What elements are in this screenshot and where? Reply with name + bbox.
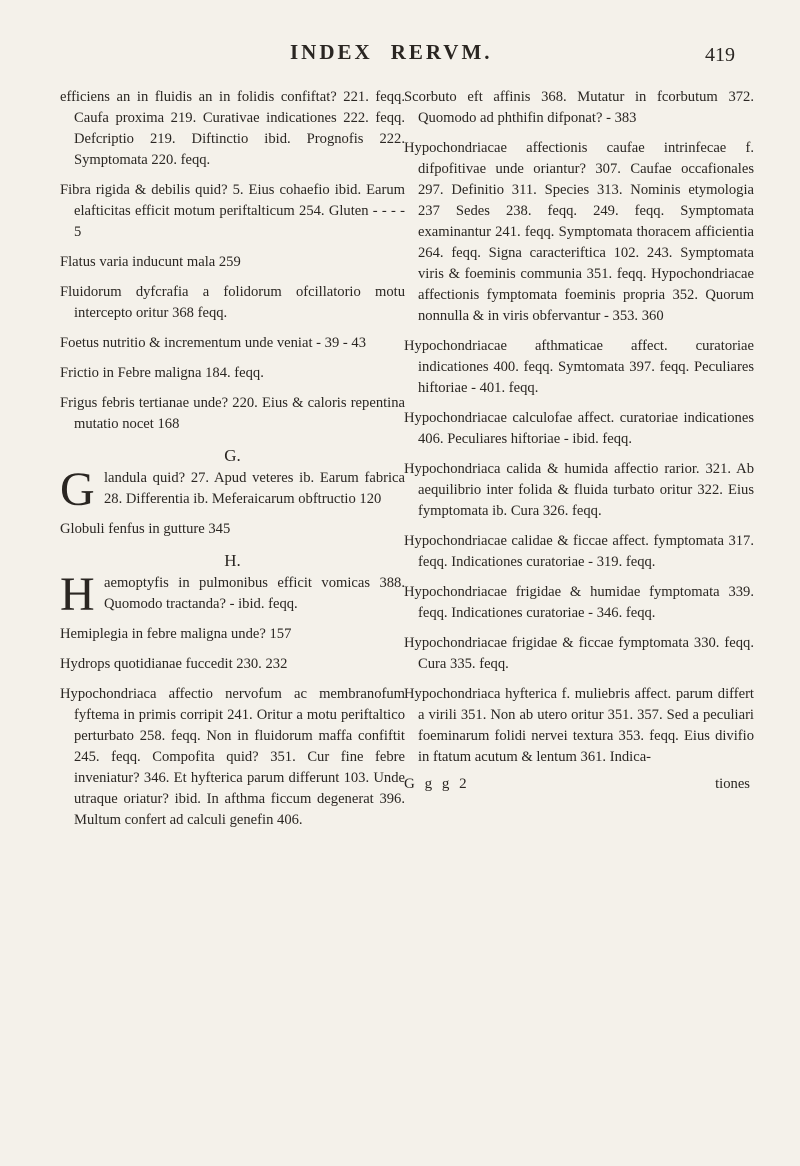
index-entry: Hypochondriacae frigidae & ficcae fymptomata 330. feqq. Cura 335. feqq. xyxy=(404,635,754,672)
index-entry: Hypochondriacae calculofae affect. curatoriae indicationes 406. Peculiares hiftoriae - ibid. feqq. xyxy=(404,410,754,447)
index-entry-text: landula quid? 27. Apud veteres ib. Earum fabrica 28. Differentia ib. Meferaicarum obftructio 120 xyxy=(104,470,405,507)
index-entry: Hydrops quotidianae fuccedit 230. 232 xyxy=(60,656,288,672)
running-title-index: INDEX xyxy=(290,40,373,64)
left-column xyxy=(60,87,405,840)
index-entry xyxy=(60,463,405,516)
index-entry: Hypochondriaca affectio nervofum ac membranofum fyftema in primis corripit 241. Oritur a motu periftaltico perturbato 258. feqq. Non in fluidorum maffa confiftit 245. feqq. Compofita quid? 351. Cur fine febre inveniatur? 346. Et hyfterica parum differunt 103. Unde utraque oriatur? ibid. In afthma ficcum degenerat 396. Multum confert ad calculi genefin 406. xyxy=(60,686,405,828)
section-letter-g: G. xyxy=(224,446,241,465)
index-entry: Hypochondriacae afthmaticae affect. curatoriae indicationes 400. feqq. Symtomata 397. feqq. Peculiares hiftoriae - 401. feqq. xyxy=(404,338,754,396)
section-letter-h: H. xyxy=(224,551,241,570)
running-head xyxy=(0,40,800,80)
index-entry: Hypochondriacae calidae & ficcae affect. fymptomata 317. feqq. Indicationes curatoriae - 319. feqq. xyxy=(404,533,754,570)
index-entry: Scorbuto eft affinis 368. Mutatur in fcorbutum 372. Quomodo ad phthifin difponat? - 383 xyxy=(404,89,754,126)
index-entry: Fluidorum dyfcrafia a folidorum ofcillatorio motu intercepto oritur 368 feqq. xyxy=(60,284,405,321)
index-entry: Flatus varia inducunt mala 259 xyxy=(60,254,241,270)
running-title-rervm: RERVM. xyxy=(390,40,493,64)
index-entry: Foetus nutritio & incrementum unde veniat - 39 - 43 xyxy=(60,335,367,351)
drop-cap-h: H xyxy=(60,568,95,621)
signature-mark: G g g 2 xyxy=(404,776,470,792)
index-entry: efficiens an in fluidis an in folidis confiftat? 221. feqq. Caufa proxima 219. Curativae indicationes 222. feqq. Defcriptio 219. Diftinctio ibid. Prognofis 222. Symptomata 220. feqq. xyxy=(60,89,405,168)
index-entry: Hemiplegia in febre maligna unde? 157 xyxy=(60,626,292,642)
index-entry: Frictio in Febre maligna 184. feqq. xyxy=(60,365,264,381)
index-entry: Frigus febris tertianae unde? 220. Eius & caloris repentina mutatio nocet 168 xyxy=(60,395,405,432)
index-entry: Hypochondriacae affectionis caufae intrinfecae f. difpofitivae unde oriantur? 307. Caufae occafionales 297. Definitio 311. Species 313. Nominis etymologia 237 Sedes 238. feqq. 249. feqq. Symptomata examinantur 241. feqq. Symptomata thoracem afficientia 264. feqq. Signa caracteriftica 102. 243. Symptomata viris & foeminis communia 351. feqq. Hypochondriacae affectionis fymptomata foeminis propria 352. Quorum nonnulla & in viris obfervantur - 353. 360 xyxy=(404,140,754,324)
index-entry: Hypochondriacae frigidae & humidae fymptomata 339. feqq. Indicationes curatoriae - 346. feqq. xyxy=(404,584,754,621)
page-footer xyxy=(404,774,754,795)
drop-cap-g: G xyxy=(60,463,95,516)
index-entry: Globuli fenfus in gutture 345 xyxy=(60,521,231,537)
catchword: tiones xyxy=(715,776,750,792)
index-entry: Fibra rigida & debilis quid? 5. Eius cohaefio ibid. Earum elafticitas efficit motum periftalticum 254. Gluten - - - - 5 xyxy=(60,182,405,240)
index-entry: Hypochondriaca hyfterica f. muliebris affect. parum differt a virili 351. Non ab utero oritur 351. 357. Sed a peculiari foeminarum folidi nervei textura 353. feqq. Eius divifio in ftatum acutum & lentum 361. Indica- xyxy=(404,686,754,765)
index-entry xyxy=(60,568,405,621)
page-number: 419 xyxy=(705,44,735,66)
right-column xyxy=(404,87,754,795)
index-entry-text: aemoptyfis in pulmonibus efficit vomicas 388. Quomodo tractanda? - ibid. feqq. xyxy=(104,575,405,612)
running-title xyxy=(290,40,511,65)
index-entry: Hypochondriaca calida & humida affectio rarior. 321. Ab aequilibrio inter folida & fluida turbato oritur 322. Eius fymptomata ib. Cura 326. feqq. xyxy=(404,461,754,519)
